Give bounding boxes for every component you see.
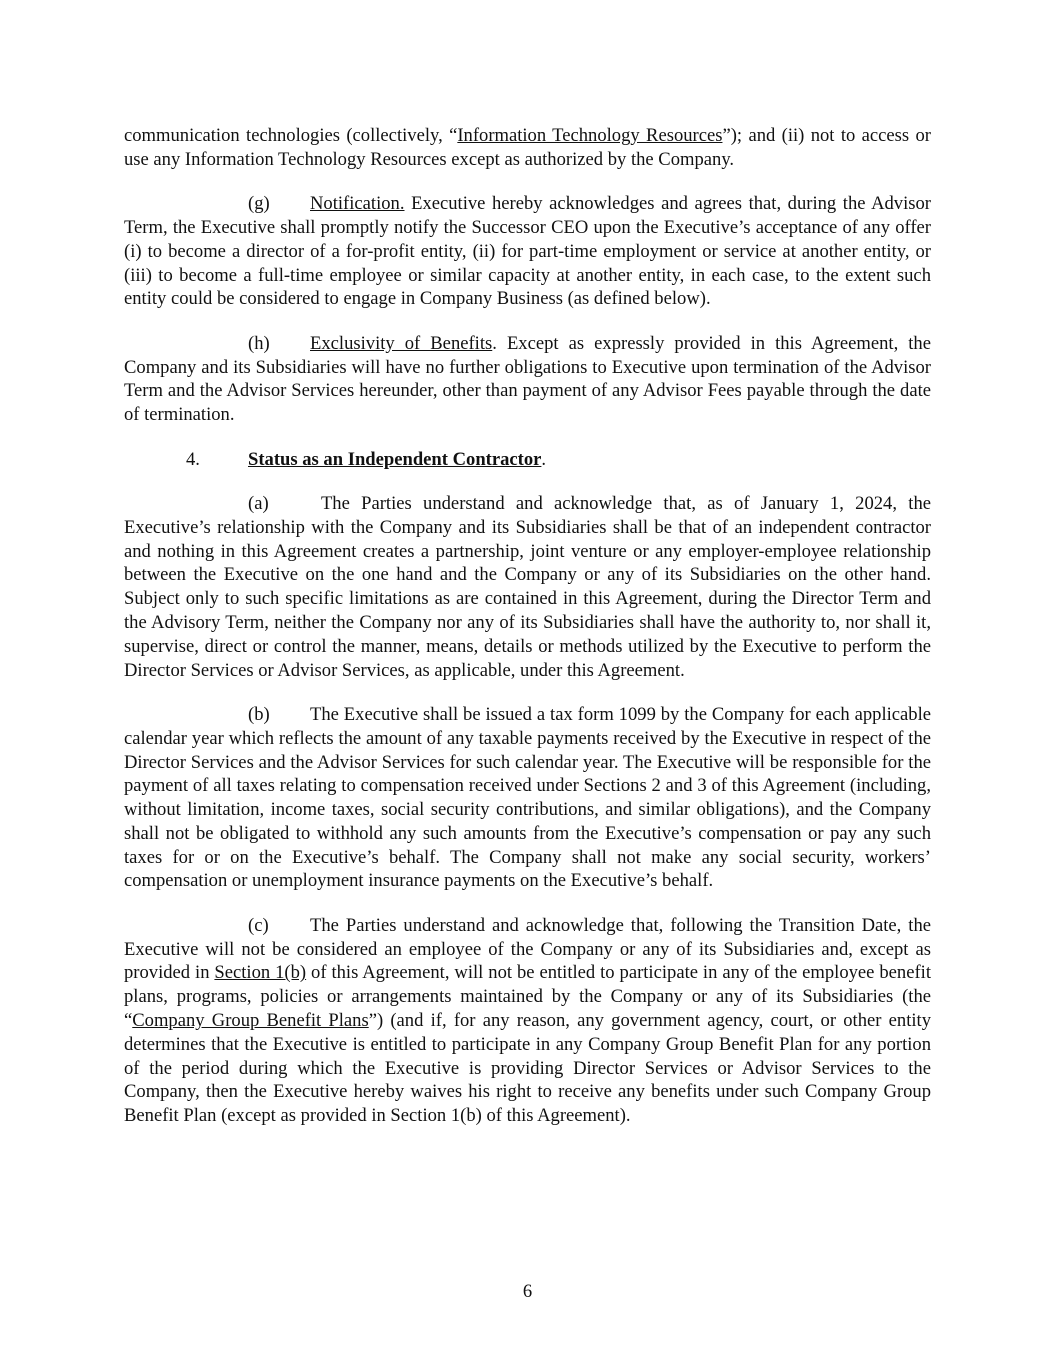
clause-text: The Executive shall be issued a tax form 1099 by the Company for each applicable calendar year which reflects the amount of any taxable payments received by the Executive in respect of the Director Services and the Advisor Services for such calendar year. The Executive will be responsible for the payment of all taxes relating to compensation received under Sections 2 and 3 of this Agreement (including, without limitation, income taxes, social security contributions, and similar obligations), and the Company shall not be obligated to withhold any such amounts from the Executive’s compensation or pay any such taxes for or on the Executive’s behalf. The Company shall not make any social security, workers’ compensation or unemployment insurance payments on the Executive’s behalf.: [124, 703, 931, 892]
clause-label: (h): [248, 332, 270, 354]
text: ”); and (ii) not to access or use any Information Technology Resources except as authorized by the Company.: [124, 125, 931, 170]
clause-label: (g): [248, 193, 270, 215]
document-page: [124, 124, 931, 1149]
section-number: 4.: [186, 448, 200, 470]
section-heading: [124, 448, 931, 472]
paragraph-b: [124, 703, 931, 893]
clause-text: Executive hereby acknowledges and agrees that, during the Advisor Term, the Executive shall promptly notify the Successor CEO upon the Executive’s acceptance of any offer (i) to become a director of a for-profit entity, (ii) for part-time employment or service at another entity, or (iii) to become a full-time employee or similar capacity at another entity, in each case, to the extent such entity could be considered to engage in Company Business (as defined below).: [124, 193, 931, 310]
clause-label: (a): [248, 492, 269, 514]
section-title: Status as an Independent Contractor: [248, 448, 542, 470]
clause-title: Notification.: [310, 193, 405, 215]
clause-title: Exclusivity of Benefits: [310, 332, 493, 354]
clause-text: of this Agreement, will not be entitled to participate in any of the employee benefit plans, programs, policies or arrangements maintained by the Company or any of its Subsidiaries (the “: [124, 962, 931, 1032]
clause-text: ”) (and if, for any reason, any government agency, court, or other entity determines that the Executive is entitled to participate in any Company Group Benefit Plan for any portion of the period during which the Executive is providing Director Services or Advisor Services to the Company, then the Executive hereby waives his right to receive any benefits under such Company Group Benefit Plan (except as provided in Section 1(b) of this Agreement).: [124, 1010, 931, 1127]
paragraph-continuation: [124, 124, 931, 172]
clause-text: . Except as expressly provided in this Agreement, the Company and its Subsidiaries will have no further obligations to Executive upon termination of the Advisor Term and the Advisor Services hereunder, other than payment of any Advisor Fees payable through the date of termination.: [124, 332, 931, 426]
defined-term: Information Technology Resources: [457, 125, 723, 146]
page-number: 6: [522, 1281, 533, 1302]
defined-term: Company Group Benefit Plans: [132, 1010, 369, 1032]
text: communication technologies (collectively, “: [124, 125, 458, 146]
clause-text: The Parties understand and acknowledge that, following the Transition Date, the Executive will not be considered an employee of the Company or any of its Subsidiaries and, except as provided in: [124, 914, 931, 984]
section-title-period: .: [541, 448, 547, 470]
section-reference: Section 1(b): [214, 962, 307, 984]
clause-label: (b): [248, 703, 270, 725]
paragraph-h: [124, 332, 931, 427]
paragraph-c: [124, 914, 931, 1128]
clause-text: The Parties understand and acknowledge that, as of January 1, 2024, the Executive’s relationship with the Company and its Subsidiaries shall be that of an independent contractor and nothing in this Agreement creates a partnership, joint venture or any employer-employee relationship between the Executive on the one hand and the Company or any of its Subsidiaries on the other hand. Subject only to such specific limitations as are contained in this Agreement, during the Director Term and the Advisory Term, neither the Company nor any of its Subsidiaries shall have the authority to, nor shall it, supervise, direct or control the manner, means, details or methods utilized by the Executive to perform the Director Services or Advisor Services, as applicable, under this Agreement.: [124, 492, 931, 681]
clause-label: (c): [248, 914, 269, 936]
paragraph-g: [124, 192, 931, 311]
paragraph-a: [124, 492, 931, 682]
